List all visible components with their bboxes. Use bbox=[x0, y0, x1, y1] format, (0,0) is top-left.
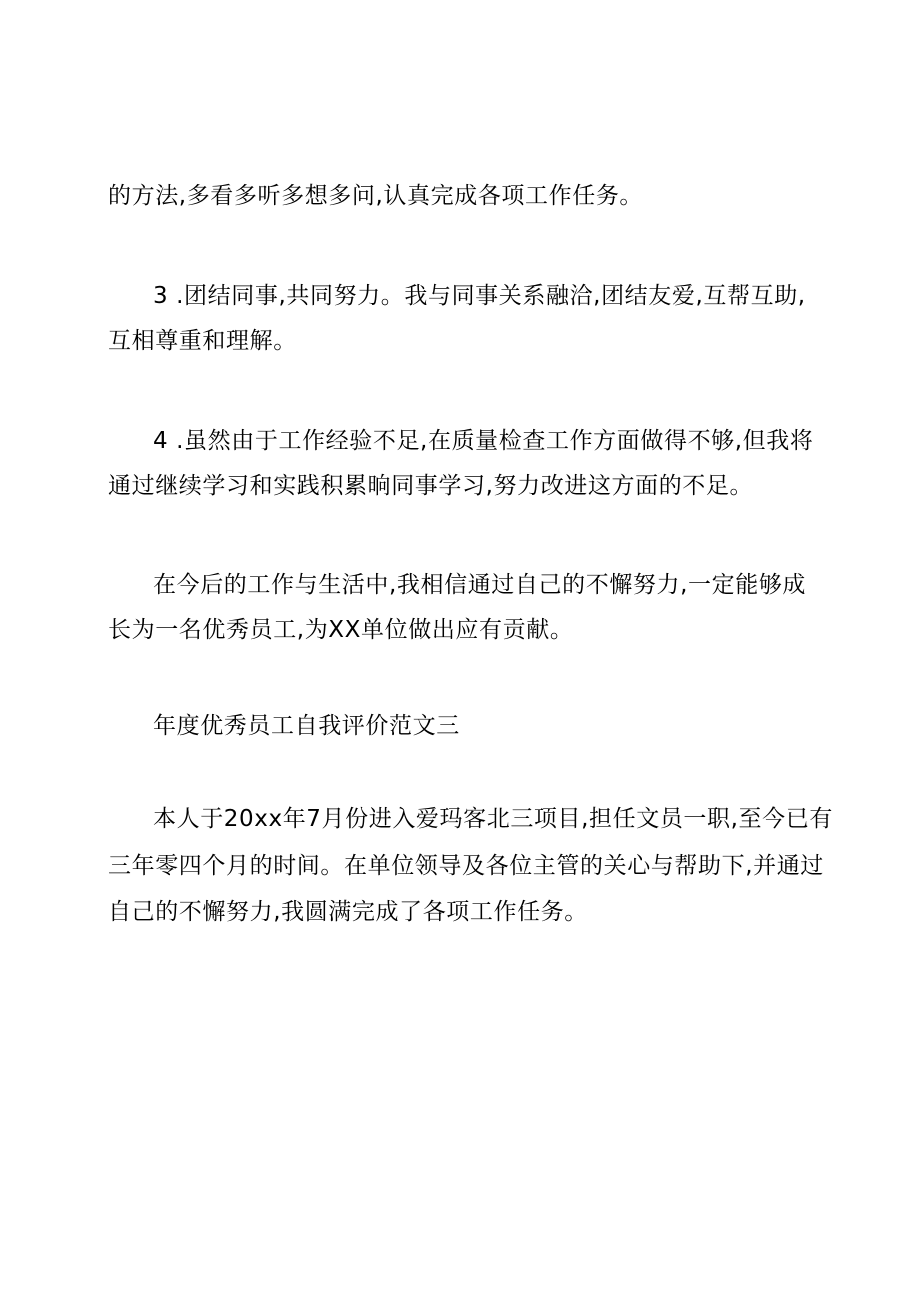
paragraph-line: 三年零四个月的时间。在单位领导及各位主管的关心与帮助下,并通过 bbox=[108, 853, 824, 879]
paragraph-line: 自己的不懈努力,我圆满完成了各项工作任务。 bbox=[108, 899, 588, 925]
paragraph-line: 在今后的工作与生活中,我相信通过自己的不懈努力,一定能够成 bbox=[153, 572, 807, 598]
paragraph-line: 通过继续学习和实践积累晌同事学习,努力改进这方面的不足。 bbox=[108, 473, 754, 499]
paragraph-line: 互相尊重和理解。 bbox=[108, 328, 297, 354]
paragraph-line: 3 .团结同事,共同努力。我与同事关系融洽,团结友爱,互帮互助, bbox=[153, 283, 806, 309]
paragraph-line: 的方法,多看多听多想多问,认真完成各项工作任务。 bbox=[108, 183, 644, 209]
section-heading: 年度优秀员工自我评价范文三 bbox=[153, 713, 460, 739]
paragraph-line: 长为一名优秀员工,为XX单位做出应有贡献。 bbox=[108, 617, 574, 643]
paragraph-line: 本人于20xx年7月份进入爱玛客北三项目,担任文员一职,至今已有 bbox=[153, 806, 833, 832]
paragraph-line: 4 .虽然由于工作经验不足,在质量检查工作方面做得不够,但我将 bbox=[153, 428, 814, 454]
